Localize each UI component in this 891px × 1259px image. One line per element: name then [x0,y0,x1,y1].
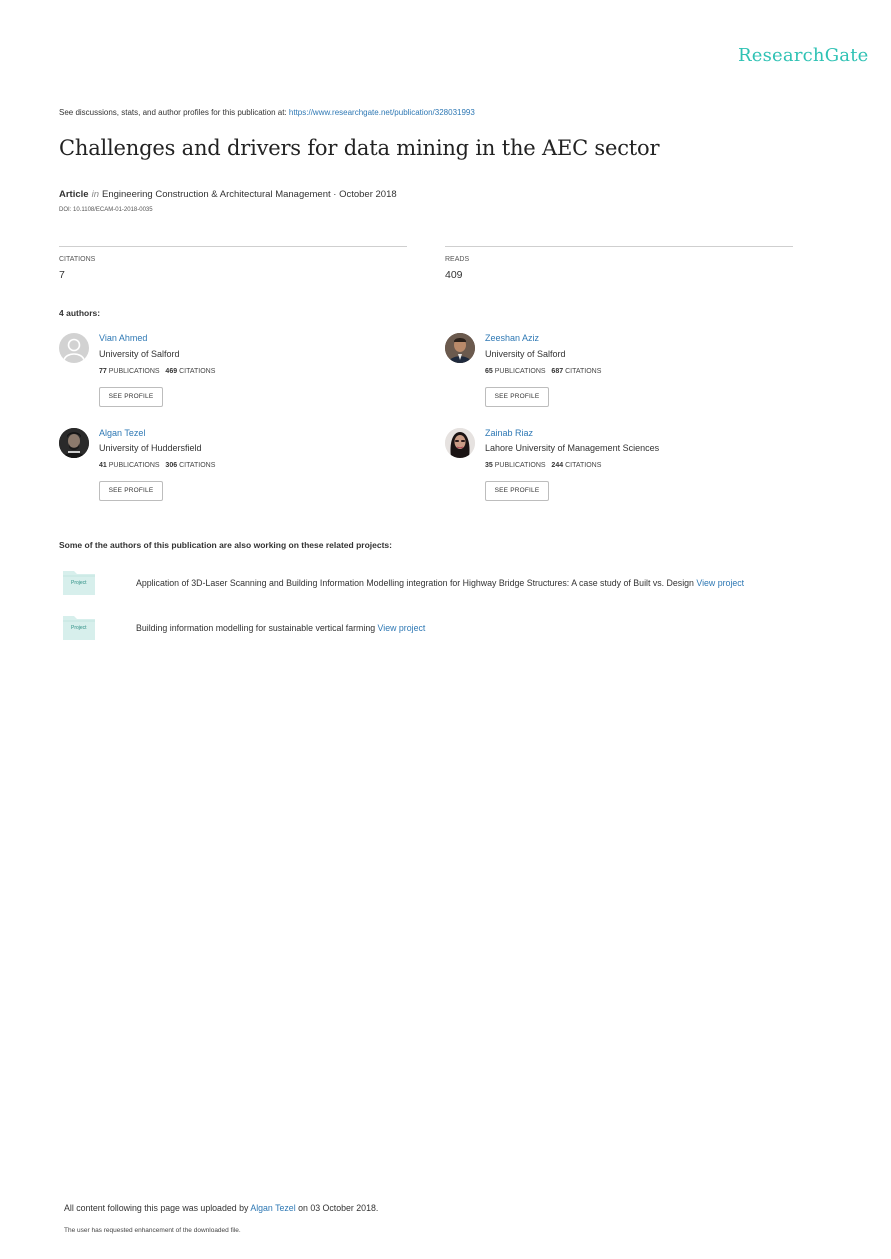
author-photo-icon [445,428,475,458]
authors-heading: 4 authors: [59,308,101,318]
author-name-link[interactable]: Zainab Riaz [485,428,534,438]
avatar-zeeshan-aziz[interactable] [445,333,475,363]
discussion-text: See discussions, stats, and author profiles for this publication at: [59,108,289,117]
avatar-vian-ahmed[interactable] [59,333,89,363]
publications-count: 35 [485,462,493,469]
author-institution: University of Salford [99,349,180,359]
enhancement-note: The user has requested enhancement of the downloaded file. [64,1227,241,1234]
author-stats [99,368,215,375]
discussion-line [59,108,475,117]
publications-label: PUBLICATIONS [108,368,160,375]
journal-name: Engineering Construction & Architectural Management · October 2018 [101,189,397,200]
author-institution: University of Salford [485,349,566,359]
project-item [136,623,425,633]
upload-prefix: All content following this page was uploaded by [64,1203,251,1213]
citations-label: CITATIONS [565,368,602,375]
view-project-link[interactable]: View project [377,623,426,633]
citations-label: CITATIONS [59,256,96,263]
default-user-icon [59,333,89,363]
upload-suffix: on 03 October 2018. [295,1203,379,1213]
see-profile-button[interactable]: SEE PROFILE [485,387,549,407]
uploader-link[interactable]: Algan Tezel [250,1203,296,1213]
avatar-algan-tezel[interactable] [59,428,89,458]
project-icon-label: Project [71,580,87,586]
author-stats [99,462,215,469]
avatar-zainab-riaz[interactable] [445,428,475,458]
publication-meta [59,189,397,200]
publications-label: PUBLICATIONS [494,462,546,469]
author-institution: Lahore University of Management Sciences [485,443,660,453]
author-name-link[interactable]: Vian Ahmed [99,333,148,343]
author-name-link[interactable]: Zeeshan Aziz [485,333,540,343]
publication-type: Article [59,189,89,200]
reads-label: READS [445,256,470,263]
reads-divider [445,246,793,247]
reads-value: 409 [445,269,463,281]
project-item [136,578,744,588]
project-folder-icon [62,568,96,596]
citations-count: 306 [165,462,178,469]
author-stats [485,462,601,469]
publications-label: PUBLICATIONS [494,368,546,375]
publications-count: 77 [99,368,107,375]
publication-url-link[interactable]: https://www.researchgate.net/publication/328031993 [288,108,475,117]
researchgate-logo[interactable]: ResearchGate [738,45,869,66]
citations-label: CITATIONS [565,462,602,469]
citations-count: 469 [165,368,178,375]
citations-label: CITATIONS [179,368,216,375]
see-profile-button[interactable]: SEE PROFILE [485,481,549,501]
project-folder-icon [62,613,96,641]
citations-divider [59,246,407,247]
publications-count: 41 [99,462,107,469]
author-name-link[interactable]: Algan Tezel [99,428,146,438]
publications-count: 65 [485,368,493,375]
see-profile-button[interactable]: SEE PROFILE [99,481,163,501]
doi: DOI: 10.1108/ECAM-01-2018-0035 [59,207,153,213]
citations-count: 687 [551,368,564,375]
publications-label: PUBLICATIONS [108,462,160,469]
project-title: Application of 3D-Laser Scanning and Building Information Modelling integration for Highway Bridge Structures: A case study of Built vs. Design [136,578,697,588]
upload-note [64,1203,378,1213]
citations-value: 7 [59,269,65,281]
see-profile-button[interactable]: SEE PROFILE [99,387,163,407]
citations-count: 244 [551,462,564,469]
author-photo-icon [445,333,475,363]
page-title: Challenges and drivers for data mining in the AEC sector [59,136,660,160]
project-title: Building information modelling for sustainable vertical farming [136,623,378,633]
author-photo-icon [59,428,89,458]
view-project-link[interactable]: View project [696,578,745,588]
related-projects-heading: Some of the authors of this publication are also working on these related projects: [59,540,392,550]
author-stats [485,368,601,375]
author-institution: University of Huddersfield [99,443,202,453]
in-word: in [91,189,99,200]
project-icon-label: Project [71,625,87,631]
citations-label: CITATIONS [179,462,216,469]
